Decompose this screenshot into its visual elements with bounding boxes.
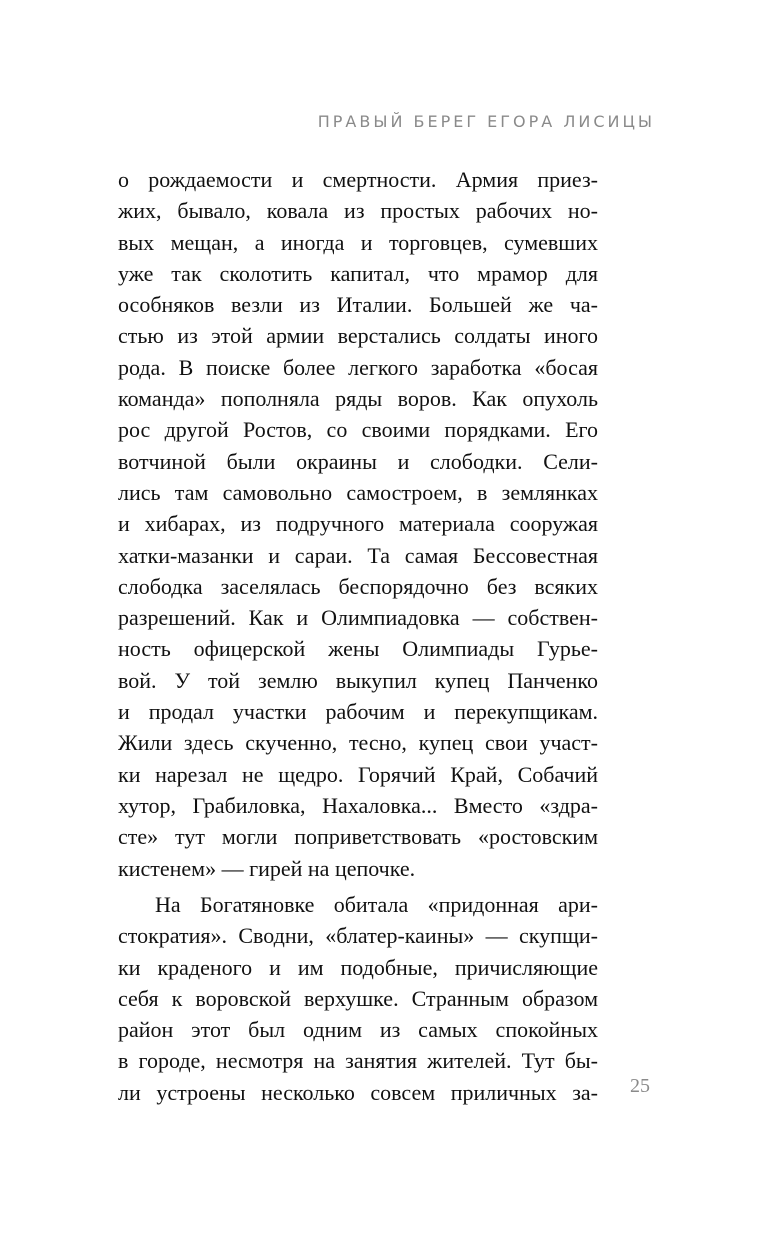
text-line: район этот был одним из самых спокойных bbox=[118, 1017, 598, 1043]
page-number: 25 bbox=[630, 1075, 650, 1097]
text-line: ность офицерской жены Олимпиады Гурье- bbox=[118, 636, 598, 662]
text-line: уже так сколотить капитал, что мрамор для bbox=[118, 260, 598, 286]
text-line: о рождаемости и смертности. Армия приез- bbox=[118, 167, 598, 192]
text-line: и хибарах, из подручного материала сооружая bbox=[118, 511, 598, 537]
text-line: вотчиной были окраины и слободки. Сели- bbox=[118, 448, 598, 474]
text-line: Жили здесь скученно, тесно, купец свои участ- bbox=[118, 730, 598, 756]
text-line: сте» тут могли поприветствовать «ростовским bbox=[118, 824, 598, 850]
text-line: особняков везли из Италии. Большей же ча- bbox=[118, 292, 598, 318]
text-line: ки краденого и им подобные, причисляющие bbox=[118, 954, 598, 980]
text-line: стью из этой армии верстались солдаты иного bbox=[118, 323, 598, 349]
running-head: ПРАВЫЙ БЕРЕГ ЕГОРА ЛИСИЦЫ bbox=[317, 112, 655, 131]
text-line: слободка заселялась беспорядочно без всяких bbox=[118, 573, 598, 599]
text-line: вой. У той землю выкупил купец Панченко bbox=[118, 667, 598, 693]
text-line: вых мещан, а иногда и торговцев, сумевших bbox=[118, 229, 598, 255]
text-line: рос другой Ростов, со своими порядками. Его bbox=[118, 417, 598, 443]
paragraph-2 bbox=[118, 889, 598, 1108]
text-line: команда» пополняла ряды воров. Как опухоль bbox=[118, 386, 598, 412]
text-line: хатки-мазанки и сараи. Та самая Бессовестная bbox=[118, 542, 598, 568]
text-line: жих, бывало, ковала из простых рабочих но- bbox=[118, 198, 598, 224]
text-line: в городе, несмотря на занятия жителей. Тут бы- bbox=[118, 1048, 598, 1074]
paragraph-1 bbox=[118, 164, 598, 884]
text-line: себя к воровской верхушке. Странным образом bbox=[118, 985, 598, 1011]
text-line: рода. В поиске более легкого заработка «босая bbox=[118, 354, 598, 380]
text-line: лись там самовольно самостроем, в землянках bbox=[118, 479, 598, 505]
text-line: разрешений. Как и Олимпиадовка — собствен- bbox=[118, 605, 598, 631]
text-line: ли устроены несколько совсем приличных за- bbox=[118, 1079, 598, 1105]
text-line: и продал участки рабочим и перекупщикам. bbox=[118, 699, 598, 725]
text-line: стократия». Сводни, «блатер-каины» — скупщи- bbox=[118, 923, 598, 949]
text-line: кистенем» — гирей на цепочке. bbox=[118, 855, 416, 881]
text-line: хутор, Грабиловка, Нахаловка... Вместо «здра- bbox=[118, 792, 598, 818]
text-line: На Богатяновке обитала «придонная ари- bbox=[155, 892, 598, 917]
text-line: ки нарезал не щедро. Горячий Край, Собачий bbox=[118, 761, 598, 787]
